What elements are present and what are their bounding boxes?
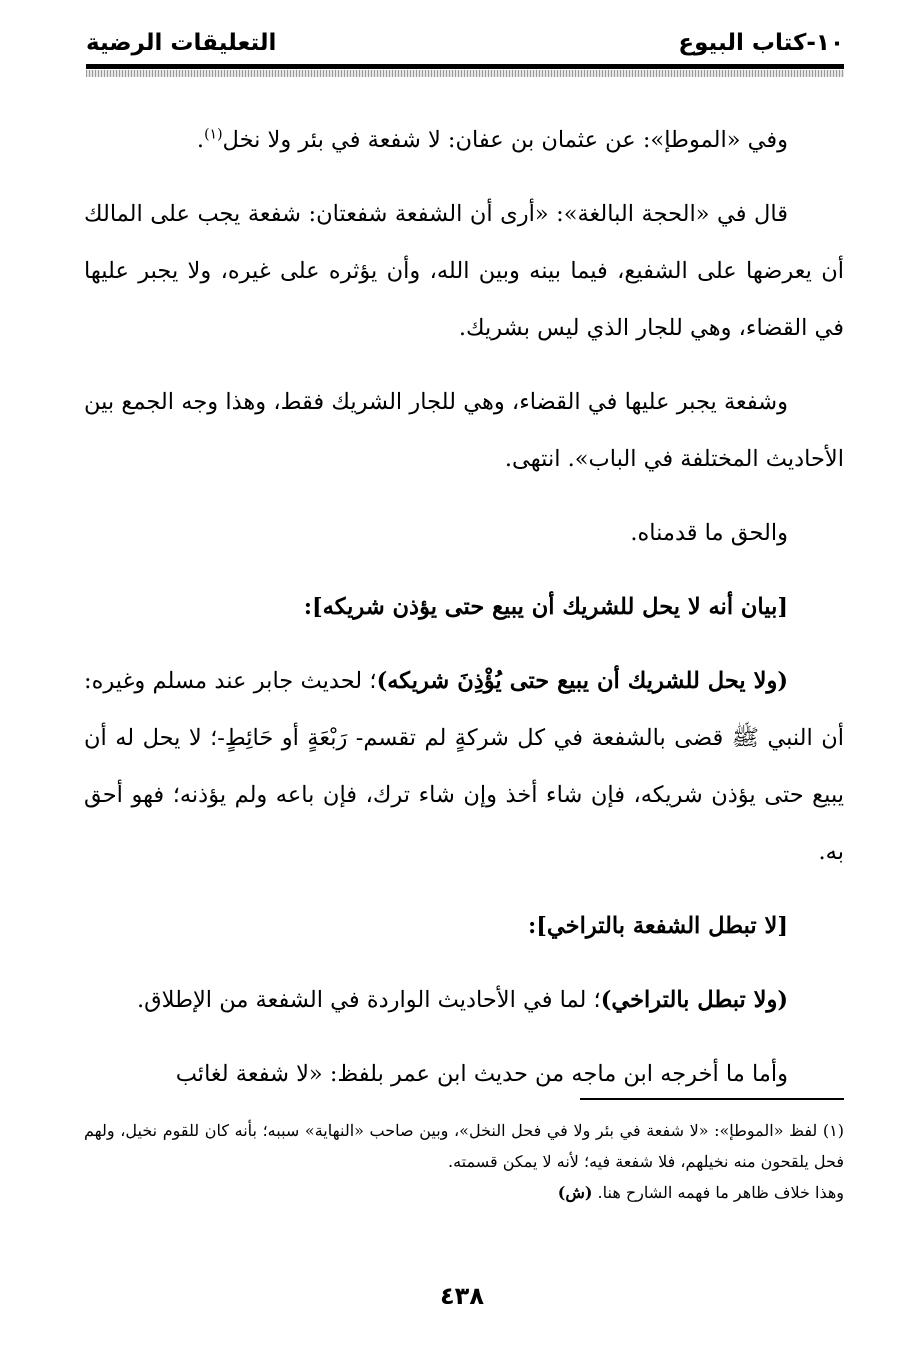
paragraph-second-shufa: وشفعة يجبر عليها في القضاء، وهي للجار الشريك فقط، وهذا وجه الجمع بين الأحاديث المختلفة في الباب». انتهى. xyxy=(84,389,844,472)
paragraph-end: . xyxy=(196,127,205,153)
sharh-text: ؛ لحديث جابر عند مسلم وغيره: أن النبي ﷺ قضى بالشفعة في كل شركةٍ لم تقسم- رَبْعَةٍ أو حَائِطٍ-؛ لا يحل له أن يبيع حتى يؤذن شريكه، فإن شاء أخذ وإن شاء ترك، فإن باعه ولم يؤذنه؛ فهو أحق به. xyxy=(84,668,844,865)
footnote-2-text: وهذا خلاف ظاهر ما فهمه الشارح هنا. xyxy=(597,1183,844,1202)
footnote-divider xyxy=(580,1098,844,1100)
book-title: التعليقات الرضية xyxy=(86,30,277,56)
paragraph-ibn-majah: وأما ما أخرجه ابن ماجه من حديث ابن عمر بلفظ: «لا شفعة لغائب xyxy=(175,1061,788,1087)
main-text xyxy=(84,112,844,1120)
paragraph-text: وفي «الموطإ»: عن عثمان بن عفان: لا شفعة في بئر ولا نخل xyxy=(222,127,788,153)
header-divider-shade xyxy=(86,70,844,77)
section-heading-permission: [بيان أنه لا يحل للشريك أن يبيع حتى يؤذن شريكه]: xyxy=(303,594,788,620)
paragraph-conclusion: والحق ما قدمناه. xyxy=(630,520,788,546)
sharh-text: ؛ لما في الأحاديث الواردة في الشفعة من الإطلاق. xyxy=(137,987,601,1013)
footnote-2-tag: (ش) xyxy=(557,1183,593,1202)
section-heading-delay: [لا تبطل الشفعة بالتراخي]: xyxy=(527,913,788,939)
header-divider xyxy=(86,64,844,69)
running-header xyxy=(86,28,844,68)
footnote-reference: (١) xyxy=(204,126,223,143)
paragraph-delay xyxy=(84,972,844,1029)
footnote-1: (١) لفظ «الموطإ»: «لا شفعة في بئر ولا في فحل النخل»، وبين صاحب «النهاية» سببه؛ بأنه كان للقوم نخيل، ولهم فحل يلقحون منه نخيلهم، فلا شفعة فيه؛ لأنه لا يمكن قسمته. xyxy=(84,1121,845,1171)
page-number: ٤٣٨ xyxy=(440,1282,484,1310)
paragraph-muwatta xyxy=(84,112,844,169)
footnote-2 xyxy=(84,1177,844,1208)
matn-text: (ولا يحل للشريك أن يبيع حتى يُؤْذِنَ شريكه) xyxy=(376,668,788,694)
paragraph-permission xyxy=(84,653,844,881)
footnotes xyxy=(84,1115,844,1208)
matn-text: (ولا تبطل بالتراخي) xyxy=(600,987,788,1013)
paragraph-hujjah: قال في «الحجة البالغة»: «أرى أن الشفعة شفعتان: شفعة يجب على المالك أن يعرضها على الشفيع، فيما بينه وبين الله، وأن يؤثره على غيره، ولا يجبر عليها في القضاء، وهي للجار الذي ليس بشريك. xyxy=(84,201,844,341)
chapter-title: ١٠-كتاب البيوع xyxy=(678,30,844,56)
